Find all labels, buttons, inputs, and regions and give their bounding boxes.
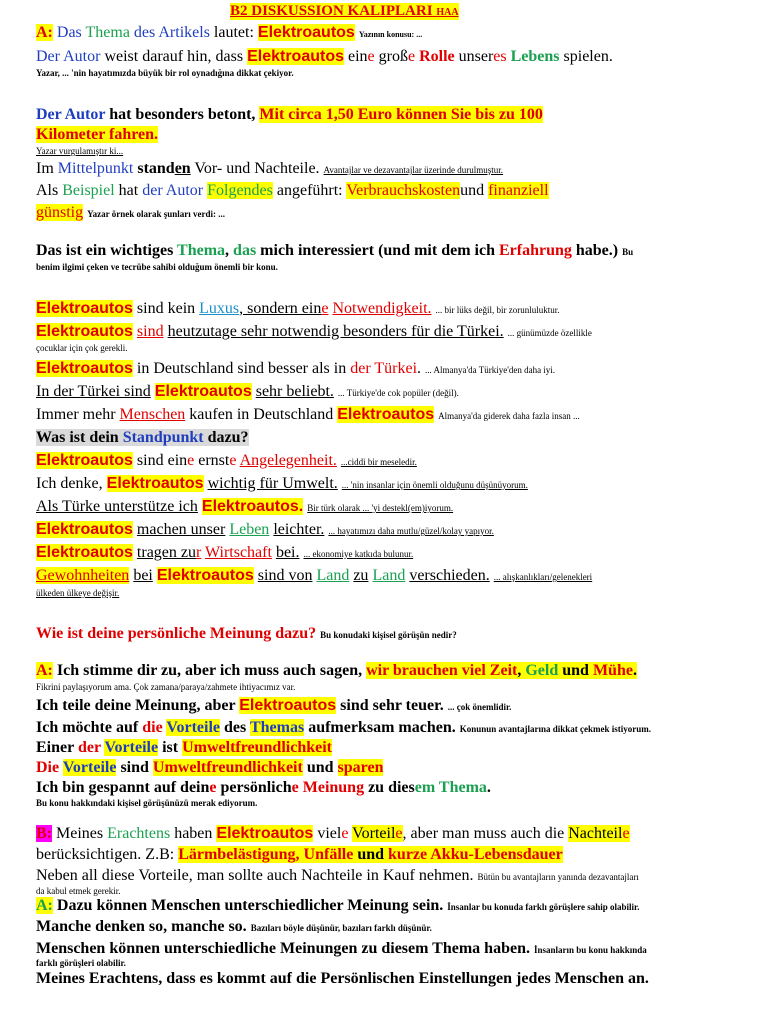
line-emphasis: Der Autor hat besonders betont, Mit circa 1,50 Euro können Sie bis zu 100: [36, 106, 543, 123]
translation-note: Yazar vurgulamıştır ki...: [36, 146, 124, 156]
keyword: Elektroautos: [36, 544, 133, 561]
line-different-opinions: A: Dazu können Menschen unterschiedlicher Meinung sein. İnsanlar bu konuda farklı görüşlere sahip olabilir.: [36, 897, 640, 914]
line-people-can: Menschen können unterschiedliche Meinungen zu diesem Thema haben. İnsanların bu konu hakkında: [36, 940, 647, 957]
line-agree: A: Ich stimme dir zu, aber ich muss auch sagen, wir brauchen viel Zeit, Geld und Mühe.: [36, 662, 637, 679]
keyword: Elektroautos: [36, 452, 133, 469]
line-author-points: Der Autor weist darauf hin, dass Elektroautos eine große Rolle unseres Lebens spielen.: [36, 48, 613, 65]
document-title: B2 DISKUSSION KALIPLARI HAA: [230, 3, 459, 19]
line-buying: Immer mehr Menschen kaufen in Deutschland Elektroautos Almanya'da giderek daha fazla insan ...: [36, 406, 580, 423]
keyword: Elektroautos: [154, 383, 252, 400]
line-habits: Gewohnheiten bei Elektroautos sind von Land zu Land verschieden. ... alışkanlıkları/gelenekleri: [36, 567, 593, 584]
line-environment: Ich denke, Elektroautos wichtig für Umwelt. ... 'nin insanlar için önemli olduğunu düşünüyorum.: [36, 475, 528, 492]
translation-note: Fikrini paylaşıyorum ama. Çok zamana/paraya/zahmete ihtiyacımız var.: [36, 682, 296, 692]
line-example-cont: günstig Yazar örnek olarak şunları verdi: ...: [36, 204, 225, 221]
keyword: Elektroautos: [239, 697, 337, 714]
translation-note: da kabul etmek gerekir.: [36, 886, 121, 896]
line-serious: Elektroautos sind eine ernste Angelegenheit. ...ciddi bir meseledir.: [36, 452, 417, 469]
keyword: Elektroautos: [257, 24, 355, 41]
keyword: Elektroautos: [216, 825, 314, 842]
line-example: Als Beispiel hat der Autor Folgendes angeführt: Verbrauchskostenund finanziell: [36, 182, 549, 199]
line-support: Als Türke unterstütze ich Elektroautos. Bir türk olarak ... 'yi destekl(em)iyorum.: [36, 498, 454, 515]
line-disadvantages: berücksichtigen. Z.B: Lärmbelästigung, Unfälle und kurze Akku-Lebensdauer: [36, 846, 563, 863]
line-curious: Ich bin gespannt auf deine persönliche Meinung zu diesem Thema.: [36, 779, 491, 796]
line-opinion-b: B: Meines Erachtens haben Elektroautos viele Vorteile, aber man muss auch die Nachteile: [36, 825, 630, 842]
line-focus: Im Mittelpunkt standen Vor- und Nachteile. Avantajlar ve dezavantajlar üzerinde durulmuştur.: [36, 160, 504, 177]
line-advantages-list: Die Vorteile sind Umweltfreundlichkeit und sparen: [36, 759, 384, 776]
line-popular: In der Türkei sind Elektroautos sehr beliebt. ... Türkiye'de cok popüler (değil).: [36, 383, 459, 400]
line-advantages: Ich möchte auf die Vorteile des Themas aufmerksam machen. Konunun avantajlarına dikkat çekmek istiyorum.: [36, 719, 652, 736]
keyword: Elektroautos: [36, 521, 133, 538]
line-emphasis-cont: Kilometer fahren.: [36, 126, 159, 143]
keyword: Elektroautos: [36, 323, 133, 340]
translation-note: ülkeden ülkeye değişir.: [36, 588, 120, 598]
line-comparison: Elektroautos in Deutschland sind besser als in der Türkei. ... Almanya'da Türkiye'den daha iyi.: [36, 360, 556, 377]
line-standpoint: Was ist dein Standpunkt dazu?: [36, 429, 249, 446]
line-topic: A: Das Thema des Artikels lautet: Elektroautos Yazının konusu: ...: [36, 24, 423, 41]
translation-note: farklı görüşleri olabilir.: [36, 958, 126, 968]
line-conclusion: Meines Erachtens, dass es kommt auf die Persönlischen Einstellungen jedes Menschen an.: [36, 970, 649, 987]
line-necessary: Elektroautos sind heutzutage sehr notwendig besonders für die Türkei. ... günümüzde özellikle: [36, 323, 592, 340]
keyword: Elektroautos: [156, 567, 254, 584]
keyword: Elektroautos: [36, 360, 133, 377]
line-economy: Elektroautos tragen zur Wirtschaft bei. ... ekonomiye katkıda bulunur.: [36, 544, 414, 561]
translation-note: benim ilgimi çeken ve tecrübe sahibi olduğum önemli bir konu.: [36, 262, 278, 272]
translation-note: Yazar, ... 'nin hayatımızda büyük bir rol oynadığına dikkat çekiyor.: [36, 68, 294, 78]
keyword: Elektroautos: [337, 406, 435, 423]
keyword: Elektroautos: [36, 300, 133, 317]
line-accept: Neben all diese Vorteile, man sollte auch Nachteile in Kauf nehmen. Bütün bu avantajların yanında dezavantajları: [36, 867, 639, 884]
translation-note: çocuklar için çok gerekli.: [36, 343, 128, 353]
line-life: Elektroautos machen unser Leben leichter. ... hayatımızı daha mutlu/güzel/kolay yapıyor.: [36, 521, 494, 538]
keyword: Elektroautos: [106, 475, 204, 492]
translation-note: Bu konu hakkındaki kişisel görüşünüzü merak ediyorum.: [36, 798, 258, 808]
line-some-think: Manche denken so, manche so. Bazıları böyle düşünür, bazıları farklı düşünür.: [36, 918, 432, 935]
line-important-topic: Das ist ein wichtiges Thema, das mich interessiert (und mit dem ich Erfahrung habe.) Bu: [36, 242, 634, 259]
line-personal-opinion: Wie ist deine persönliche Meinung dazu? Bu konudaki kişisel görüşün nedir?: [36, 625, 457, 642]
line-one-advantage: Einer der Vorteile ist Umweltfreundlichkeit: [36, 739, 332, 756]
line-luxury: Elektroautos sind kein Luxus, sondern eine Notwendigkeit. ... bir lüks değil, bir zorunluluktur.: [36, 300, 560, 317]
line-expensive: Ich teile deine Meinung, aber Elektroautos sind sehr teuer. ... çok önemlidir.: [36, 697, 512, 714]
keyword: Elektroautos: [247, 48, 344, 65]
